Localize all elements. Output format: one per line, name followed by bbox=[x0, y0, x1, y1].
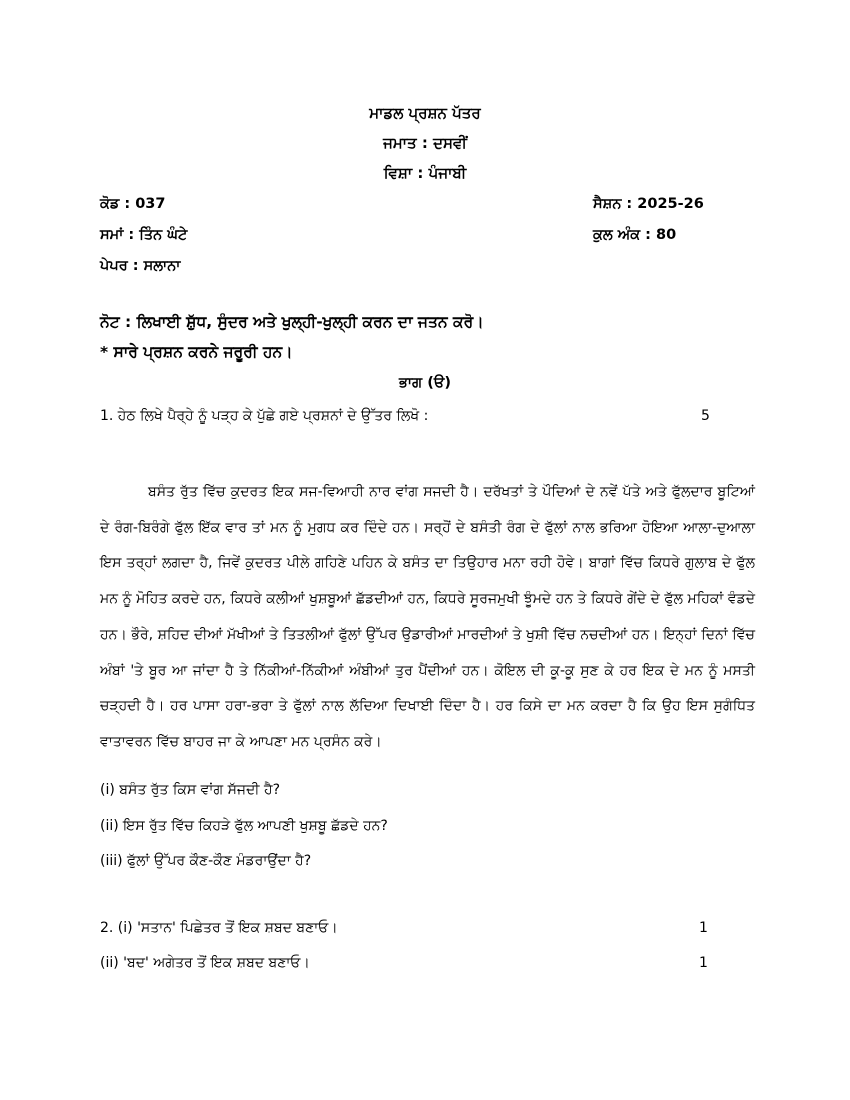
question-1-marks: 5 bbox=[701, 408, 710, 424]
paper-type-label: ਪੇਪਰ : ਸਲਾਨਾ bbox=[100, 258, 181, 274]
passage: ਬਸੰਤ ਰੁੱਤ ਵਿੱਚ ਕੁਦਰਤ ਇਕ ਸਜ-ਵਿਆਹੀ ਨਾਰ ਵਾਂਗ ਸਜਦੀ ਹੈ। ਦਰੱਖਤਾਂ ਤੇ ਪੌਦਿਆਂ ਦੇ ਨਵੇਂ ਪੱਤੇ ਅਤੇ ਫੁੱਲਦਾਰ ਬੂਟਿਆਂ ਦੇ ਰੰਗ-ਬਿਰੰਗੇ ਫੁੱਲ ਇੱਕ ਵਾਰ ਤਾਂ ਮਨ ਨੂੰ ਮੁਗਧ ਕਰ ਦਿੰਦੇ ਹਨ। ਸਰ੍ਹੋਂ ਦੇ ਬਸੰਤੀ ਰੰਗ ਦੇ ਫੁੱਲਾਂ ਨਾਲ ਭਰਿਆ ਹੋਇਆ ਆਲਾ-ਦੁਆਲਾ ਇਸ ਤਰ੍ਹਾਂ ਲਗਦਾ ਹੈ, ਜਿਵੇਂ ਕੁਦਰਤ ਪੀਲੇ ਗਹਿਣੇ ਪਹਿਨ ਕੇ ਬਸੰਤ ਦਾ ਤਿਉਹਾਰ ਮਨਾ ਰਹੀ ਹੋਵੇ। ਬਾਗਾਂ ਵਿੱਚ ਕਿਧਰੇ ਗੁਲਾਬ ਦੇ ਫੁੱਲ ਮਨ ਨੂੰ ਮੋਹਿਤ ਕਰਦੇ ਹਨ, ਕਿਧਰੇ ਕਲੀਆਂ ਖੁਸ਼ਬੂਆਂ ਛੱਡਦੀਆਂ ਹਨ, ਕਿਧਰੇ ਸੂਰਜਮੁਖੀ ਝੂੰਮਦੇ ਹਨ ਤੇ ਕਿਧਰੇ ਗੇਂਦੇ ਦੇ ਫੁੱਲ ਮਹਿਕਾਂ ਵੰਡਦੇ ਹਨ। ਭੌਰੇ, ਸ਼ਹਿਦ ਦੀਆਂ ਮੱਖੀਆਂ ਤੇ ਤਿਤਲੀਆਂ ਫੁੱਲਾਂ ਉੱਪਰ ਉਡਾਰੀਆਂ ਮਾਰਦੀਆਂ ਤੇ ਖੁਸ਼ੀ ਵਿੱਚ ਨਚਦੀਆਂ ਹਨ। ਇਨ੍ਹਾਂ ਦਿਨਾਂ ਵਿੱਚ ਅੰਬਾਂ 'ਤੇ ਬੂਰ ਆ ਜਾਂਦਾ ਹੈ ਤੇ ਨਿੱਕੀਆਂ-ਨਿੱਕੀਆਂ ਅੰਬੀਆਂ ਤੁਰ ਪੈਂਦੀਆਂ ਹਨ। ਕੋਇਲ ਦੀ ਕੂ-ਕੂ ਸੁਣ ਕੇ ਹਰ ਇਕ ਦੇ ਮਨ ਨੂੰ ਮਸਤੀ ਚੜ੍ਹਦੀ ਹੈ। ਹਰ ਪਾਸਾ ਹਰਾ-ਭਰਾ ਤੇ ਫੁੱਲਾਂ ਨਾਲ ਲੱਦਿਆ ਦਿਖਾਈ ਦਿੰਦਾ ਹੈ। ਹਰ ਕਿਸੇ ਦਾ ਮਨ ਕਰਦਾ ਹੈ ਕਿ ਉਹ ਇਸ ਸੁਗੰਧਿਤ ਵਾਤਾਵਰਨ ਵਿੱਚ ਬਾਹਰ ਜਾ ਕੇ ਆਪਣਾ ਮਨ ਪ੍ਰਸੰਨ ਕਰੇ। bbox=[100, 484, 755, 750]
class-line: ਜਮਾਤ : ਦਸਵੀਂ bbox=[383, 134, 467, 152]
question-1-text: 1. ਹੇਠ ਲਿਖੇ ਪੈਰ੍ਹੇ ਨੂੰ ਪੜ੍ਹ ਕੇ ਪੁੱਛੇ ਗਏ ਪ੍ਰਸ਼ਨਾਂ ਦੇ ਉੱਤਰ ਲਿਖੋ : bbox=[100, 408, 429, 424]
question-1-sub-i: (i) ਬਸੰਤ ਰੁੱਤ ਕਿਸ ਵਾਂਗ ਸੱਜਦੀ ਹੈ? bbox=[100, 782, 280, 798]
question-1-sub-iii: (iii) ਫੁੱਲਾਂ ਉੱਪਰ ਕੌਣ-ਕੌਣ ਮੰਡਰਾਉਂਦਾ ਹੈ? bbox=[100, 853, 312, 869]
question-2-part-ii-marks: 1 bbox=[699, 955, 708, 971]
section-heading: ਭਾਗ (ੳ) bbox=[399, 375, 451, 391]
subject-line: ਵਿਸ਼ਾ : ਪੰਜਾਬੀ bbox=[383, 164, 467, 182]
note-all-questions: * ਸਾਰੇ ਪ੍ਰਸ਼ਨ ਕਰਨੇ ਜਰੂਰੀ ਹਨ। bbox=[100, 343, 293, 361]
note-writing: ਨੋਟ : ਲਿਖਾਈ ਸ਼ੁੱਧ, ਸੁੰਦਰ ਅਤੇ ਖੁਲ੍ਹੀ-ਖੁਲ੍ਹੀ ਕਰਨ ਦਾ ਜਤਨ ਕਰੋ। bbox=[100, 313, 484, 331]
paper-title: ਮਾਡਲ ਪ੍ਰਸ਼ਨ ਪੱਤਰ bbox=[369, 104, 481, 122]
question-2-part-i: 2. (i) 'ਸਤਾਨ' ਪਿਛੇਤਰ ਤੋਂ ਇਕ ਸ਼ਬਦ ਬਣਾਓ। bbox=[100, 920, 338, 936]
time-label: ਸਮਾਂ : ਤਿੰਨ ਘੰਟੇ bbox=[100, 227, 188, 243]
question-2-part-ii: (ii) 'ਬਦ' ਅਗੇਤਰ ਤੋਂ ਇਕ ਸ਼ਬਦ ਬਣਾਓ। bbox=[100, 955, 310, 971]
session-label: ਸੈਸ਼ਨ : 2025-26 bbox=[593, 196, 704, 212]
question-2-part-i-marks: 1 bbox=[699, 920, 708, 936]
question-1-sub-ii: (ii) ਇਸ ਰੁੱਤ ਵਿੱਚ ਕਿਹੜੇ ਫੁੱਲ ਆਪਣੀ ਖੁਸ਼ਬੂ ਛੱਡਦੇ ਹਨ? bbox=[100, 818, 388, 834]
code-label: ਕੋਡ : 037 bbox=[100, 196, 166, 212]
total-marks-label: ਕੁਲ ਅੰਕ : 80 bbox=[593, 227, 677, 243]
